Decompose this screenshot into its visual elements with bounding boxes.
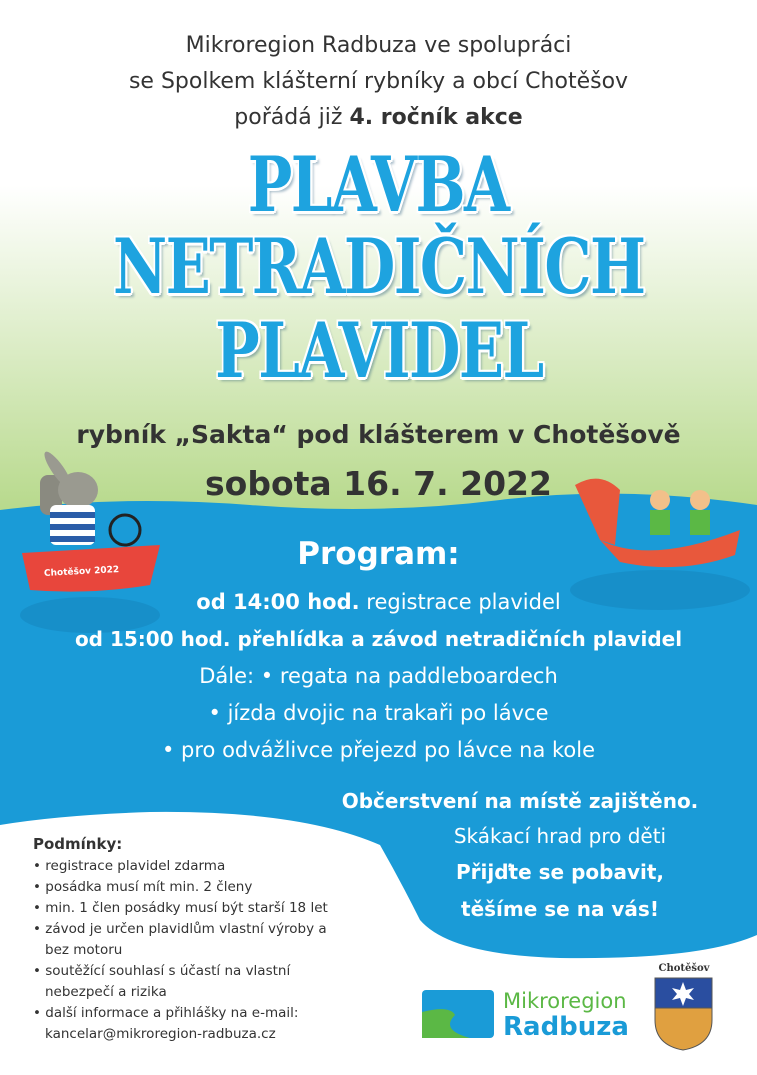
- logo-line-2: Radbuza: [503, 1012, 629, 1042]
- program-line: od 14:00 hod. registrace plavidel: [196, 590, 561, 614]
- event-date: sobota 16. 7. 2022: [205, 464, 552, 503]
- logo-line-1: Mikroregion: [503, 989, 627, 1013]
- condition-item: • posádka musí mít min. 2 členy: [33, 879, 253, 895]
- program-heading: Program:: [297, 536, 460, 572]
- intro-line: se Spolkem klášterní rybníky a obcí Chotěšov: [128, 69, 629, 94]
- program-line: • pro odvážlivce přejezd po lávce na kole: [161, 738, 596, 762]
- chotesov-crest: [655, 978, 712, 1050]
- mikroregion-logo-mark: [422, 990, 494, 1038]
- condition-item: • soutěžící souhlasí s účastí na vlastní nebezpečí a rizika: [33, 963, 291, 1000]
- conditions-box: [33, 834, 385, 1045]
- program-line: od 15:00 hod. přehlídka a závod netradičních plavidel: [74, 627, 683, 651]
- program-line: Dále: • regata na paddleboardech: [199, 664, 558, 688]
- condition-item: • další informace a přihlášky na e-mail: kancelar@mikroregion-radbuza.cz: [33, 1005, 299, 1042]
- title-line-1: PLAVBA: [248, 140, 509, 229]
- crest-label: Chotěšov: [658, 963, 710, 974]
- title-line-3: PLAVIDEL: [214, 306, 543, 395]
- refreshments-text: Občerstvení na místě zajištěno.: [341, 789, 699, 813]
- intro-text-pre: pořádá již: [234, 105, 350, 130]
- condition-item: • závod je určen plavidlům vlastní výroby a bez motoru: [33, 921, 327, 958]
- conditions-heading: Podmínky:: [33, 835, 123, 853]
- mikroregion-logo: [503, 988, 629, 1040]
- intro-line: Mikroregion Radbuza ve spolupráci: [185, 33, 572, 58]
- condition-item: • registrace plavidel zdarma: [33, 858, 226, 874]
- title-line-2: NETRADIČNÍCH: [112, 222, 645, 311]
- edition-text: 4. ročník akce: [349, 105, 523, 130]
- program-line: • jízda dvojic na trakaři po lávce: [208, 701, 549, 725]
- condition-item: • min. 1 člen posádky musí být starší 18 let: [33, 900, 328, 916]
- bouncy-castle-text: Skákací hrad pro děti: [453, 824, 667, 848]
- boat-label: Chotěšov 2022: [43, 565, 120, 579]
- intro-text: [0, 28, 757, 136]
- intro-line: [0, 100, 757, 136]
- invite-line: těšíme se na vás!: [461, 897, 659, 921]
- location: rybník „Sakta“ pod klášterem v Chotěšově: [76, 420, 681, 449]
- invite-line: Přijďte se pobavit,: [456, 860, 664, 884]
